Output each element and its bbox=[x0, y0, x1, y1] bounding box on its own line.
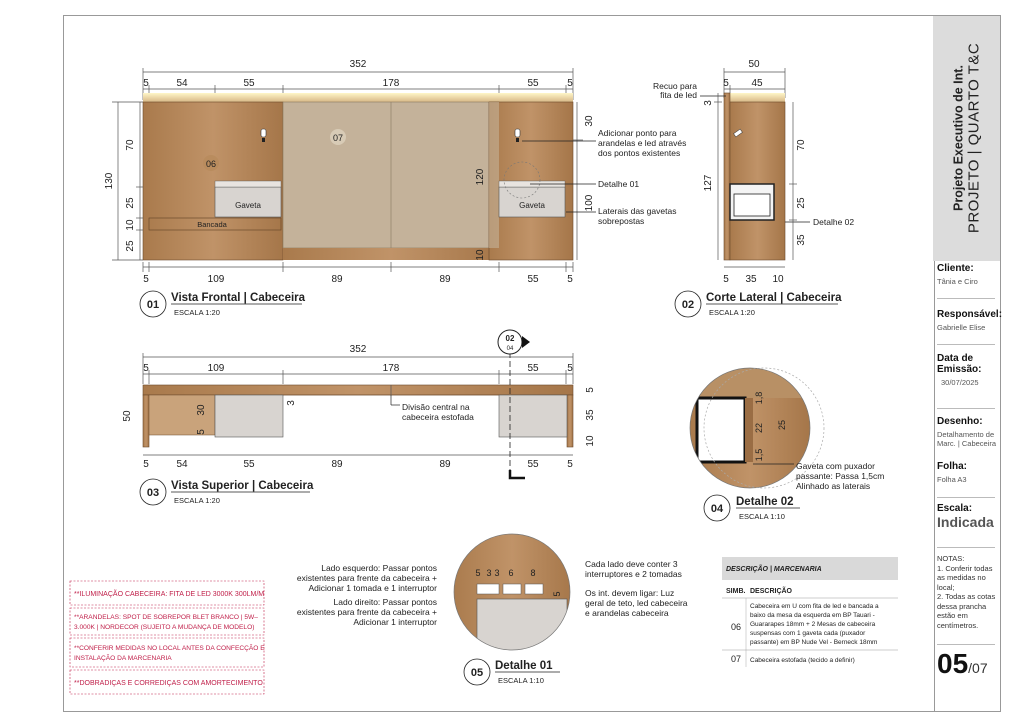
svg-text:existentes para frente da cabe: existentes para frente da cabeceira + bbox=[296, 607, 437, 617]
svg-text:35: 35 bbox=[796, 234, 807, 246]
svg-text:04: 04 bbox=[506, 346, 514, 352]
dim-10: 10 bbox=[125, 219, 136, 231]
svg-text:DESCRIÇÃO | MARCENARIA: DESCRIÇÃO | MARCENARIA bbox=[726, 566, 822, 573]
dim-352: 352 bbox=[349, 59, 367, 70]
view-01-title: Vista Frontal | Cabeceira bbox=[171, 292, 306, 304]
svg-text:**DOBRADIÇAS E CORREDIÇAS COM: **DOBRADIÇAS E CORREDIÇAS COM AMORTECIMENTO bbox=[74, 680, 263, 687]
svg-text:3: 3 bbox=[703, 100, 714, 106]
legend-table bbox=[722, 557, 898, 667]
svg-text:5: 5 bbox=[585, 387, 596, 393]
red-notes bbox=[70, 581, 265, 694]
svg-text:02: 02 bbox=[681, 299, 695, 311]
view-02-title: Corte Lateral | Cabeceira bbox=[706, 292, 842, 304]
field-escala: Escala: Indicada bbox=[937, 503, 994, 530]
dim-178: 178 bbox=[382, 78, 400, 89]
svg-text:DESCRIÇÃO: DESCRIÇÃO bbox=[750, 588, 793, 595]
svg-text:Lado direito: Passar pontos: Lado direito: Passar pontos bbox=[333, 597, 437, 607]
svg-text:55: 55 bbox=[527, 363, 539, 374]
title-block bbox=[933, 15, 1001, 712]
svg-text:Detalhe 01: Detalhe 01 bbox=[598, 179, 640, 189]
svg-text:Guararapes 18mm + 2 Mesas de c: Guararapes 18mm + 2 Mesas de cabeceira bbox=[750, 621, 876, 628]
title-band bbox=[933, 16, 1000, 261]
svg-text:interruptores e 2 tomadas: interruptores e 2 tomadas bbox=[585, 569, 682, 579]
svg-text:06: 06 bbox=[730, 622, 742, 632]
svg-text:04: 04 bbox=[710, 503, 724, 515]
svg-text:89: 89 bbox=[331, 274, 343, 285]
svg-text:02: 02 bbox=[505, 334, 515, 343]
detail-02-title: Detalhe 02 bbox=[736, 496, 794, 508]
detail-01 bbox=[297, 530, 688, 685]
svg-text:89: 89 bbox=[439, 459, 451, 470]
project-line-1: Projeto Executivo de Int. bbox=[951, 65, 966, 211]
svg-text:45: 45 bbox=[751, 78, 763, 89]
svg-text:**CONFERIR MEDIDAS NO LOCAL AN: **CONFERIR MEDIDAS NO LOCAL ANTES DA CONFECÇÃO E bbox=[74, 645, 265, 652]
svg-text:5: 5 bbox=[143, 459, 149, 470]
label-gaveta-right: Gaveta bbox=[519, 201, 545, 210]
field-cliente: Cliente: Tânia e Ciro bbox=[937, 263, 978, 286]
view-02-section bbox=[653, 59, 854, 317]
svg-text:6: 6 bbox=[508, 568, 514, 578]
svg-text:Gaveta com puxador: Gaveta com puxador bbox=[796, 461, 875, 471]
svg-text:10: 10 bbox=[585, 435, 596, 447]
dim-25b: 25 bbox=[125, 240, 136, 252]
svg-text:ESCALA 1:10: ESCALA 1:10 bbox=[739, 512, 785, 521]
svg-text:5: 5 bbox=[723, 274, 729, 285]
tag-07: 07 bbox=[332, 133, 344, 143]
svg-text:03: 03 bbox=[146, 487, 160, 499]
project-line-2: PROJETO | QUARTO T&C bbox=[965, 42, 983, 234]
dim-70: 70 bbox=[125, 139, 136, 151]
dim-100: 100 bbox=[584, 194, 595, 212]
dim-55b: 55 bbox=[527, 78, 539, 89]
svg-text:**ILUMINAÇÃO CABECEIRA: FITA D: **ILUMINAÇÃO CABECEIRA: FITA DE LED 3000K 300LM/M bbox=[74, 591, 265, 598]
svg-text:existentes para frente da cabe: existentes para frente da cabeceira + bbox=[296, 573, 437, 583]
dim-5b: 5 bbox=[567, 78, 573, 89]
label-gaveta-left: Gaveta bbox=[235, 201, 261, 210]
svg-text:5: 5 bbox=[723, 78, 729, 89]
svg-text:suspensas com 1 gaveta cada (p: suspensas com 1 gaveta cada (puxador bbox=[750, 630, 866, 637]
svg-text:3: 3 bbox=[494, 568, 500, 578]
svg-text:01: 01 bbox=[146, 299, 160, 311]
dim-55a: 55 bbox=[243, 78, 255, 89]
dim-54: 54 bbox=[176, 78, 188, 89]
svg-text:Adicionar 1 interruptor: Adicionar 1 interruptor bbox=[353, 617, 437, 627]
svg-text:Recuo para: Recuo para bbox=[653, 81, 697, 91]
dim-130: 130 bbox=[104, 172, 115, 190]
svg-text:55: 55 bbox=[243, 459, 255, 470]
svg-text:INSTALAÇÃO DA MARCENARIA: INSTALAÇÃO DA MARCENARIA bbox=[74, 655, 172, 662]
svg-text:30: 30 bbox=[196, 404, 207, 416]
svg-text:55: 55 bbox=[527, 274, 539, 285]
dim-120: 120 bbox=[475, 168, 486, 186]
svg-text:127: 127 bbox=[703, 174, 714, 192]
view-03-top bbox=[122, 330, 596, 505]
svg-text:ESCALA 1:20: ESCALA 1:20 bbox=[174, 496, 220, 505]
svg-text:sobrepostas: sobrepostas bbox=[598, 216, 645, 226]
svg-text:178: 178 bbox=[382, 363, 400, 374]
field-responsavel: Responsável: Gabrielle Elise bbox=[937, 309, 1003, 332]
svg-text:dos pontos existentes: dos pontos existentes bbox=[598, 148, 681, 158]
svg-text:passante) em BP Nude Vel - Ber: passante) em BP Nude Vel - Berneck 18mm bbox=[750, 639, 878, 646]
svg-text:ESCALA 1:20: ESCALA 1:20 bbox=[174, 308, 220, 317]
svg-text:ESCALA 1:10: ESCALA 1:10 bbox=[498, 676, 544, 685]
svg-text:5: 5 bbox=[567, 459, 573, 470]
svg-text:Alinhado as laterais: Alinhado as laterais bbox=[796, 481, 871, 491]
svg-text:109: 109 bbox=[207, 274, 225, 285]
svg-text:8: 8 bbox=[530, 568, 536, 578]
svg-text:Laterais das gavetas: Laterais das gavetas bbox=[598, 206, 677, 216]
svg-text:5: 5 bbox=[143, 274, 149, 285]
notes: NOTAS: 1. Conferir todas as medidas no local; 2. Todas as cotas dessa prancha estão em centímetros. bbox=[937, 554, 996, 630]
svg-text:Adicionar 1 tomada e 1 interru: Adicionar 1 tomada e 1 interruptor bbox=[308, 583, 437, 593]
svg-text:5: 5 bbox=[143, 363, 149, 374]
svg-text:05: 05 bbox=[470, 667, 484, 679]
svg-text:109: 109 bbox=[207, 363, 225, 374]
svg-text:89: 89 bbox=[331, 459, 343, 470]
detail-01-title: Detalhe 01 bbox=[495, 660, 553, 672]
dim-30: 30 bbox=[584, 115, 595, 127]
svg-text:Lado esquerdo: Passar pontos: Lado esquerdo: Passar pontos bbox=[321, 563, 437, 573]
label-bancada: Bancada bbox=[197, 220, 227, 229]
svg-text:Cabeceira estofada (tecido a d: Cabeceira estofada (tecido a definir) bbox=[750, 657, 855, 664]
svg-text:54: 54 bbox=[176, 459, 188, 470]
field-data: Data de Emissão: 30/07/2025 bbox=[937, 353, 982, 387]
view-03-title: Vista Superior | Cabeceira bbox=[171, 480, 314, 492]
svg-text:35: 35 bbox=[585, 409, 596, 421]
svg-text:fita de led: fita de led bbox=[660, 90, 697, 100]
svg-text:10: 10 bbox=[772, 274, 784, 285]
svg-text:55: 55 bbox=[527, 459, 539, 470]
svg-text:passante: Passa 1,5cm: passante: Passa 1,5cm bbox=[796, 471, 885, 481]
svg-text:50: 50 bbox=[748, 59, 760, 70]
svg-text:35: 35 bbox=[745, 274, 757, 285]
svg-text:Divisão central na: Divisão central na bbox=[402, 402, 470, 412]
dim-5a: 5 bbox=[143, 78, 149, 89]
svg-text:07: 07 bbox=[730, 654, 742, 664]
view-01-front bbox=[104, 59, 686, 317]
svg-text:Os int. devem ligar: Luz: Os int. devem ligar: Luz bbox=[585, 588, 675, 598]
svg-text:ESCALA 1:20: ESCALA 1:20 bbox=[709, 308, 755, 317]
dim-25a: 25 bbox=[125, 197, 136, 209]
svg-text:89: 89 bbox=[439, 274, 451, 285]
svg-text:geral de teto, led cabeceira: geral de teto, led cabeceira bbox=[585, 598, 688, 608]
svg-text:Detalhe 02: Detalhe 02 bbox=[813, 217, 855, 227]
svg-text:Cabeceira em U com fita de led: Cabeceira em U com fita de led e bancada a bbox=[750, 603, 879, 610]
svg-text:5: 5 bbox=[475, 568, 481, 578]
page-number: 05/07 bbox=[937, 648, 988, 679]
svg-text:5: 5 bbox=[567, 363, 573, 374]
svg-text:e arandelas cabeceira: e arandelas cabeceira bbox=[585, 608, 669, 618]
svg-text:1,8: 1,8 bbox=[754, 391, 764, 405]
svg-text:1,5: 1,5 bbox=[754, 448, 764, 462]
svg-text:Adicionar ponto para: Adicionar ponto para bbox=[598, 128, 677, 138]
field-folha: Folha: Folha A3 bbox=[937, 461, 967, 484]
svg-text:cabeceira estofada: cabeceira estofada bbox=[402, 412, 474, 422]
svg-text:SIMB.: SIMB. bbox=[726, 588, 746, 595]
svg-text:arandelas e led através: arandelas e led através bbox=[598, 138, 687, 148]
svg-text:**ARANDELAS: SPOT DE SOBREPOR: **ARANDELAS: SPOT DE SOBREPOR BLET BRANCO | 5W– bbox=[74, 614, 258, 621]
svg-text:baixo da mesa da esquerda em B: baixo da mesa da esquerda em BP Tauari - bbox=[750, 612, 875, 619]
svg-text:25: 25 bbox=[777, 419, 787, 431]
field-desenho: Desenho: Detalhamento de Marc. | Cabeceira bbox=[937, 416, 997, 448]
svg-text:50: 50 bbox=[122, 410, 133, 422]
svg-text:25: 25 bbox=[796, 197, 807, 209]
svg-text:5: 5 bbox=[552, 591, 562, 597]
dim-10r: 10 bbox=[475, 249, 486, 261]
svg-text:5: 5 bbox=[567, 274, 573, 285]
svg-text:3: 3 bbox=[486, 568, 492, 578]
svg-text:352: 352 bbox=[349, 344, 367, 355]
svg-text:3: 3 bbox=[286, 400, 297, 406]
svg-text:Cada lado deve conter 3: Cada lado deve conter 3 bbox=[585, 559, 678, 569]
svg-text:5: 5 bbox=[196, 429, 207, 435]
svg-text:22: 22 bbox=[754, 422, 764, 434]
svg-text:3.000K | NORDECOR (SUJEITO A M: 3.000K | NORDECOR (SUJEITO A MUDANÇA DE MODELO) bbox=[74, 624, 255, 631]
detail-02 bbox=[690, 368, 884, 521]
tag-06: 06 bbox=[205, 159, 217, 169]
svg-text:70: 70 bbox=[796, 139, 807, 151]
